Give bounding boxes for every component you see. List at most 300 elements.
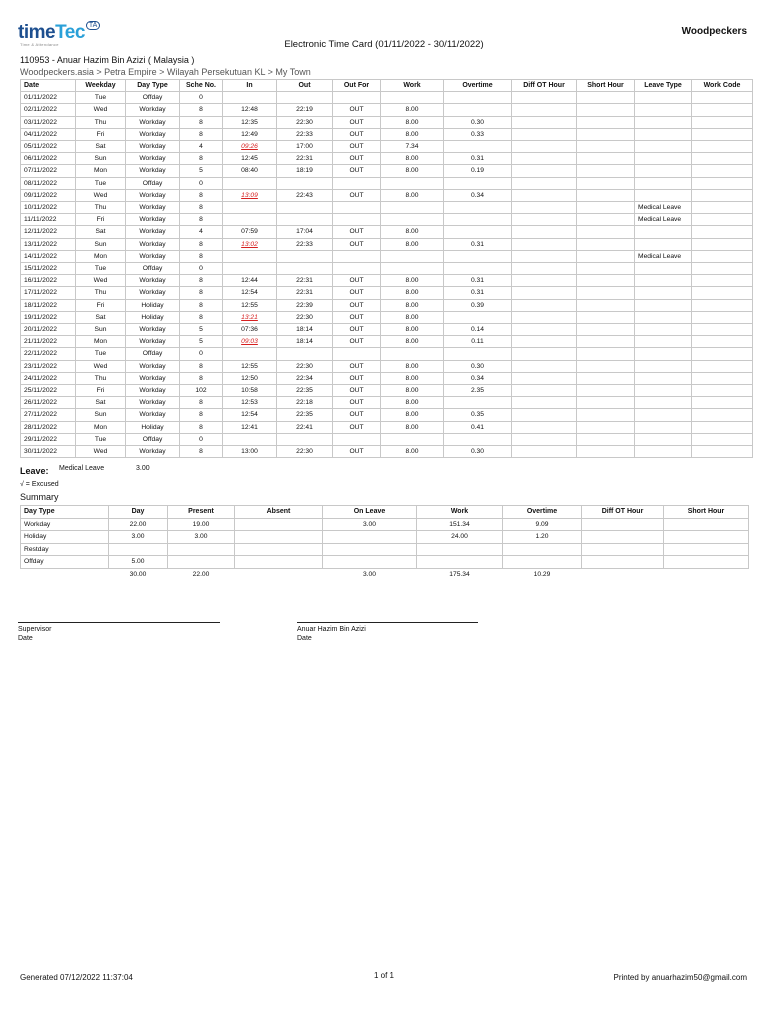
cell-out-for: OUT <box>333 153 381 165</box>
cell-leave-type <box>635 189 692 201</box>
cell-work-code <box>692 372 753 384</box>
cell-work: 8.00 <box>381 226 444 238</box>
cell-day-type: Workday <box>126 189 180 201</box>
cell-work: 8.00 <box>381 275 444 287</box>
cell-weekday: Thu <box>76 116 126 128</box>
cell-short-hour <box>577 421 635 433</box>
cell-day-type: Workday <box>126 238 180 250</box>
cell-leave-type <box>635 372 692 384</box>
cell-leave-type <box>635 311 692 323</box>
timetec-logo: timeTec $^{TA}$ Time & Attendance <box>18 22 100 44</box>
cell-diff-ot <box>512 433 577 445</box>
cell-diff-ot <box>512 263 577 275</box>
cell-work: 8.00 <box>381 397 444 409</box>
cell-day-type: Workday <box>126 153 180 165</box>
timecard-row <box>21 128 753 140</box>
timecard-row <box>21 311 753 323</box>
cell-sche-no: 8 <box>180 153 223 165</box>
cell-out: 17:04 <box>277 226 333 238</box>
summary-cell <box>582 568 664 580</box>
cell-date: 28/11/2022 <box>21 421 76 433</box>
cell-overtime: 0.34 <box>444 372 512 384</box>
summary-cell <box>664 568 749 580</box>
summary-cell <box>109 543 168 556</box>
cell-out: 22:30 <box>277 116 333 128</box>
cell-short-hour <box>577 263 635 275</box>
cell-work: 8.00 <box>381 299 444 311</box>
cell-overtime <box>444 250 512 262</box>
cell-day-type: Offday <box>126 348 180 360</box>
cell-diff-ot <box>512 385 577 397</box>
cell-short-hour <box>577 348 635 360</box>
cell-work-code <box>692 128 753 140</box>
cell-work-code <box>692 189 753 201</box>
cell-work-code <box>692 299 753 311</box>
cell-sche-no: 8 <box>180 409 223 421</box>
cell-out: 22:31 <box>277 275 333 287</box>
breadcrumb: Woodpeckers.asia > Petra Empire > Wilayah Persekutuan KL > My Town <box>20 67 311 77</box>
cell-leave-type <box>635 275 692 287</box>
cell-overtime: 2.35 <box>444 385 512 397</box>
cell-out-for <box>333 214 381 226</box>
cell-out-for <box>333 263 381 275</box>
cell-overtime: 0.31 <box>444 275 512 287</box>
cell-out: 22:33 <box>277 128 333 140</box>
timecard-row <box>21 360 753 372</box>
cell-out-for: OUT <box>333 421 381 433</box>
cell-date: 16/11/2022 <box>21 275 76 287</box>
timecard-row <box>21 92 753 104</box>
cell-leave-type <box>635 360 692 372</box>
cell-in: 13:02 <box>223 238 277 250</box>
cell-out: 18:14 <box>277 336 333 348</box>
cell-short-hour <box>577 336 635 348</box>
timecard-row <box>21 433 753 445</box>
cell-work-code <box>692 153 753 165</box>
cell-diff-ot <box>512 104 577 116</box>
cell-day-type: Workday <box>126 397 180 409</box>
summary-col: Day <box>109 506 168 519</box>
cell-work-code <box>692 348 753 360</box>
cell-weekday: Fri <box>76 128 126 140</box>
cell-day-type: Workday <box>126 128 180 140</box>
cell-short-hour <box>577 165 635 177</box>
cell-leave-type <box>635 385 692 397</box>
cell-date: 01/11/2022 <box>21 92 76 104</box>
cell-sche-no: 8 <box>180 299 223 311</box>
cell-in: 12:48 <box>223 104 277 116</box>
cell-overtime: 0.30 <box>444 446 512 458</box>
cell-diff-ot <box>512 446 577 458</box>
summary-cell: 19.00 <box>168 518 235 531</box>
cell-work-code <box>692 92 753 104</box>
cell-short-hour <box>577 189 635 201</box>
cell-date: 10/11/2022 <box>21 202 76 214</box>
cell-short-hour <box>577 372 635 384</box>
cell-date: 06/11/2022 <box>21 153 76 165</box>
cell-leave-type <box>635 336 692 348</box>
cell-in <box>223 177 277 189</box>
cell-weekday: Wed <box>76 275 126 287</box>
cell-diff-ot <box>512 177 577 189</box>
cell-overtime: 0.30 <box>444 116 512 128</box>
cell-date: 14/11/2022 <box>21 250 76 262</box>
cell-day-type: Holiday <box>126 299 180 311</box>
printed-by: Printed by anuarhazim50@gmail.com <box>613 973 747 982</box>
cell-leave-type <box>635 299 692 311</box>
summary-cell <box>664 543 749 556</box>
cell-work: 8.00 <box>381 324 444 336</box>
cell-overtime <box>444 397 512 409</box>
cell-short-hour <box>577 214 635 226</box>
timecard-row <box>21 116 753 128</box>
cell-work <box>381 92 444 104</box>
cell-sche-no: 4 <box>180 141 223 153</box>
cell-work-code <box>692 238 753 250</box>
cell-work: 7.34 <box>381 141 444 153</box>
cell-leave-type <box>635 409 692 421</box>
cell-weekday: Tue <box>76 433 126 445</box>
summary-col: Absent <box>235 506 323 519</box>
cell-diff-ot <box>512 324 577 336</box>
cell-work-code <box>692 104 753 116</box>
cell-sche-no: 8 <box>180 360 223 372</box>
cell-leave-type <box>635 226 692 238</box>
cell-weekday: Fri <box>76 299 126 311</box>
cell-leave-type: Medical Leave <box>635 202 692 214</box>
cell-day-type: Workday <box>126 385 180 397</box>
cell-sche-no: 8 <box>180 421 223 433</box>
cell-in: 08:40 <box>223 165 277 177</box>
cell-weekday: Thu <box>76 372 126 384</box>
cell-work-code <box>692 336 753 348</box>
cell-leave-type <box>635 153 692 165</box>
cell-date: 03/11/2022 <box>21 116 76 128</box>
col-out: Out <box>277 80 333 92</box>
summary-cell <box>323 543 417 556</box>
col-out-for: Out For <box>333 80 381 92</box>
cell-in <box>223 202 277 214</box>
cell-diff-ot <box>512 153 577 165</box>
cell-sche-no: 8 <box>180 397 223 409</box>
cell-out <box>277 433 333 445</box>
cell-work: 8.00 <box>381 409 444 421</box>
cell-diff-ot <box>512 128 577 140</box>
cell-sche-no: 0 <box>180 263 223 275</box>
cell-work-code <box>692 214 753 226</box>
cell-overtime: 0.39 <box>444 299 512 311</box>
cell-overtime: 0.31 <box>444 287 512 299</box>
cell-overtime <box>444 141 512 153</box>
cell-short-hour <box>577 360 635 372</box>
cell-overtime <box>444 348 512 360</box>
cell-out-for: OUT <box>333 372 381 384</box>
cell-date: 15/11/2022 <box>21 263 76 275</box>
cell-short-hour <box>577 385 635 397</box>
summary-col: Day Type <box>21 506 109 519</box>
cell-sche-no: 8 <box>180 214 223 226</box>
summary-cell: Holiday <box>21 531 109 544</box>
cell-overtime: 0.34 <box>444 189 512 201</box>
summary-cell: 3.00 <box>323 518 417 531</box>
cell-diff-ot <box>512 421 577 433</box>
cell-date: 11/11/2022 <box>21 214 76 226</box>
cell-in: 10:58 <box>223 385 277 397</box>
cell-out-for <box>333 348 381 360</box>
cell-overtime: 0.30 <box>444 360 512 372</box>
cell-leave-type <box>635 397 692 409</box>
cell-work-code <box>692 397 753 409</box>
cell-diff-ot <box>512 238 577 250</box>
cell-work: 8.00 <box>381 421 444 433</box>
cell-weekday: Wed <box>76 446 126 458</box>
cell-short-hour <box>577 409 635 421</box>
timecard-row <box>21 263 753 275</box>
employee-name-label: Anuar Hazim Bin Azizi <box>297 626 366 633</box>
cell-weekday: Thu <box>76 287 126 299</box>
cell-date: 24/11/2022 <box>21 372 76 384</box>
cell-overtime: 0.31 <box>444 238 512 250</box>
cell-sche-no: 5 <box>180 165 223 177</box>
cell-in: 13:21 <box>223 311 277 323</box>
cell-date: 12/11/2022 <box>21 226 76 238</box>
cell-date: 27/11/2022 <box>21 409 76 421</box>
cell-date: 09/11/2022 <box>21 189 76 201</box>
leave-type: Medical Leave <box>59 465 105 472</box>
cell-date: 23/11/2022 <box>21 360 76 372</box>
supervisor-signature <box>18 622 220 642</box>
cell-out-for <box>333 433 381 445</box>
col-leave-type: Leave Type <box>635 80 692 92</box>
cell-in: 12:49 <box>223 128 277 140</box>
cell-diff-ot <box>512 372 577 384</box>
cell-work <box>381 177 444 189</box>
cell-diff-ot <box>512 348 577 360</box>
cell-weekday: Wed <box>76 189 126 201</box>
cell-leave-type <box>635 433 692 445</box>
cell-out-for: OUT <box>333 287 381 299</box>
timecard-row <box>21 202 753 214</box>
cell-day-type: Workday <box>126 372 180 384</box>
summary-cell: 3.00 <box>362 570 377 578</box>
cell-diff-ot <box>512 226 577 238</box>
col-short-hour: Short Hour <box>577 80 635 92</box>
cell-out-for: OUT <box>333 104 381 116</box>
summary-cell <box>582 556 664 569</box>
cell-day-type: Workday <box>126 226 180 238</box>
cell-work: 8.00 <box>381 311 444 323</box>
cell-diff-ot <box>512 311 577 323</box>
cell-short-hour <box>577 226 635 238</box>
summary-cell: 22.00 <box>192 570 210 578</box>
cell-work: 8.00 <box>381 189 444 201</box>
timecard-row <box>21 177 753 189</box>
cell-out: 22:30 <box>277 360 333 372</box>
cell-day-type: Offday <box>126 263 180 275</box>
cell-leave-type <box>635 446 692 458</box>
cell-in <box>223 433 277 445</box>
cell-work-code <box>692 446 753 458</box>
cell-in: 12:35 <box>223 116 277 128</box>
cell-day-type: Offday <box>126 177 180 189</box>
timecard-row <box>21 397 753 409</box>
summary-title: Summary <box>20 492 59 502</box>
cell-work <box>381 202 444 214</box>
cell-work-code <box>692 433 753 445</box>
generated-timestamp: Generated 07/12/2022 11:37:04 <box>20 973 133 982</box>
cell-sche-no: 0 <box>180 177 223 189</box>
summary-cell <box>664 531 749 544</box>
cell-weekday: Sat <box>76 397 126 409</box>
summary-cell <box>582 543 664 556</box>
cell-short-hour <box>577 128 635 140</box>
cell-work: 8.00 <box>381 372 444 384</box>
cell-work-code <box>692 275 753 287</box>
cell-overtime: 0.31 <box>444 153 512 165</box>
cell-out-for: OUT <box>333 446 381 458</box>
cell-sche-no: 0 <box>180 348 223 360</box>
cell-short-hour <box>577 287 635 299</box>
cell-weekday: Tue <box>76 92 126 104</box>
cell-short-hour <box>577 275 635 287</box>
cell-in <box>223 250 277 262</box>
cell-out-for: OUT <box>333 336 381 348</box>
cell-out-for: OUT <box>333 141 381 153</box>
cell-day-type: Workday <box>126 104 180 116</box>
cell-weekday: Sat <box>76 311 126 323</box>
timecard-row <box>21 372 753 384</box>
cell-work: 8.00 <box>381 446 444 458</box>
page-number: 1 of 1 <box>373 971 394 980</box>
cell-work <box>381 263 444 275</box>
cell-out-for: OUT <box>333 189 381 201</box>
cell-sche-no: 8 <box>180 104 223 116</box>
cell-short-hour <box>577 177 635 189</box>
cell-diff-ot <box>512 409 577 421</box>
cell-leave-type: Medical Leave <box>635 214 692 226</box>
cell-day-type: Workday <box>126 141 180 153</box>
cell-work-code <box>692 226 753 238</box>
summary-cell <box>503 543 582 556</box>
cell-out <box>277 263 333 275</box>
cell-work-code <box>692 385 753 397</box>
cell-day-type: Workday <box>126 202 180 214</box>
cell-in: 12:45 <box>223 153 277 165</box>
cell-in: 07:59 <box>223 226 277 238</box>
timecard-row <box>21 238 753 250</box>
cell-out: 22:18 <box>277 397 333 409</box>
summary-cell <box>323 556 417 569</box>
document-title: Electronic Time Card (01/11/2022 - 30/11/2022) <box>284 39 484 50</box>
cell-sche-no: 5 <box>180 324 223 336</box>
cell-out: 18:14 <box>277 324 333 336</box>
summary-row <box>21 531 749 544</box>
cell-day-type: Workday <box>126 214 180 226</box>
cell-weekday: Mon <box>76 165 126 177</box>
timecard-row <box>21 250 753 262</box>
cell-in <box>223 92 277 104</box>
cell-work-code <box>692 360 753 372</box>
cell-short-hour <box>577 92 635 104</box>
cell-out: 22:31 <box>277 287 333 299</box>
cell-out-for <box>333 250 381 262</box>
col-work: Work <box>381 80 444 92</box>
cell-sche-no: 8 <box>180 116 223 128</box>
summary-header-row <box>21 506 749 519</box>
summary-cell <box>417 556 503 569</box>
cell-overtime <box>444 92 512 104</box>
cell-work: 8.00 <box>381 165 444 177</box>
cell-short-hour <box>577 433 635 445</box>
cell-out <box>277 214 333 226</box>
col-sche-no: Sche No. <box>180 80 223 92</box>
cell-work-code <box>692 202 753 214</box>
cell-out-for: OUT <box>333 385 381 397</box>
cell-sche-no: 5 <box>180 336 223 348</box>
cell-out-for <box>333 177 381 189</box>
timecard-row <box>21 226 753 238</box>
summary-cell <box>235 556 323 569</box>
summary-cell <box>235 518 323 531</box>
supervisor-date-label: Date <box>18 635 33 642</box>
cell-weekday: Mon <box>76 336 126 348</box>
cell-overtime <box>444 202 512 214</box>
cell-date: 19/11/2022 <box>21 311 76 323</box>
summary-total-row <box>21 568 749 580</box>
summary-cell: 22.00 <box>109 518 168 531</box>
cell-date: 26/11/2022 <box>21 397 76 409</box>
cell-in <box>223 214 277 226</box>
summary-col: Present <box>168 506 235 519</box>
summary-cell <box>664 556 749 569</box>
cell-date: 21/11/2022 <box>21 336 76 348</box>
employee-signature <box>297 622 478 642</box>
summary-cell <box>235 543 323 556</box>
cell-overtime <box>444 177 512 189</box>
cell-weekday: Wed <box>76 360 126 372</box>
cell-work-code <box>692 263 753 275</box>
cell-leave-type <box>635 104 692 116</box>
summary-cell: 24.00 <box>417 531 503 544</box>
summary-cell: 30.00 <box>129 570 147 578</box>
cell-in: 12:53 <box>223 397 277 409</box>
cell-out: 22:35 <box>277 409 333 421</box>
summary-col: Diff OT Hour <box>582 506 664 519</box>
cell-overtime: 0.11 <box>444 336 512 348</box>
cell-date: 08/11/2022 <box>21 177 76 189</box>
timecard-table <box>20 79 753 458</box>
cell-weekday: Wed <box>76 104 126 116</box>
cell-overtime <box>444 311 512 323</box>
cell-in: 12:55 <box>223 299 277 311</box>
cell-weekday: Sun <box>76 324 126 336</box>
cell-in: 13:09 <box>223 189 277 201</box>
excused-legend: √ = Excused <box>20 481 59 488</box>
leave-label: Leave: <box>20 466 49 476</box>
cell-leave-type <box>635 324 692 336</box>
cell-work <box>381 250 444 262</box>
timecard-row <box>21 324 753 336</box>
cell-sche-no: 0 <box>180 433 223 445</box>
timecard-row <box>21 421 753 433</box>
cell-work-code <box>692 421 753 433</box>
cell-leave-type <box>635 116 692 128</box>
cell-sche-no: 8 <box>180 238 223 250</box>
cell-day-type: Offday <box>126 433 180 445</box>
cell-weekday: Sun <box>76 238 126 250</box>
cell-out: 22:30 <box>277 311 333 323</box>
cell-work-code <box>692 311 753 323</box>
